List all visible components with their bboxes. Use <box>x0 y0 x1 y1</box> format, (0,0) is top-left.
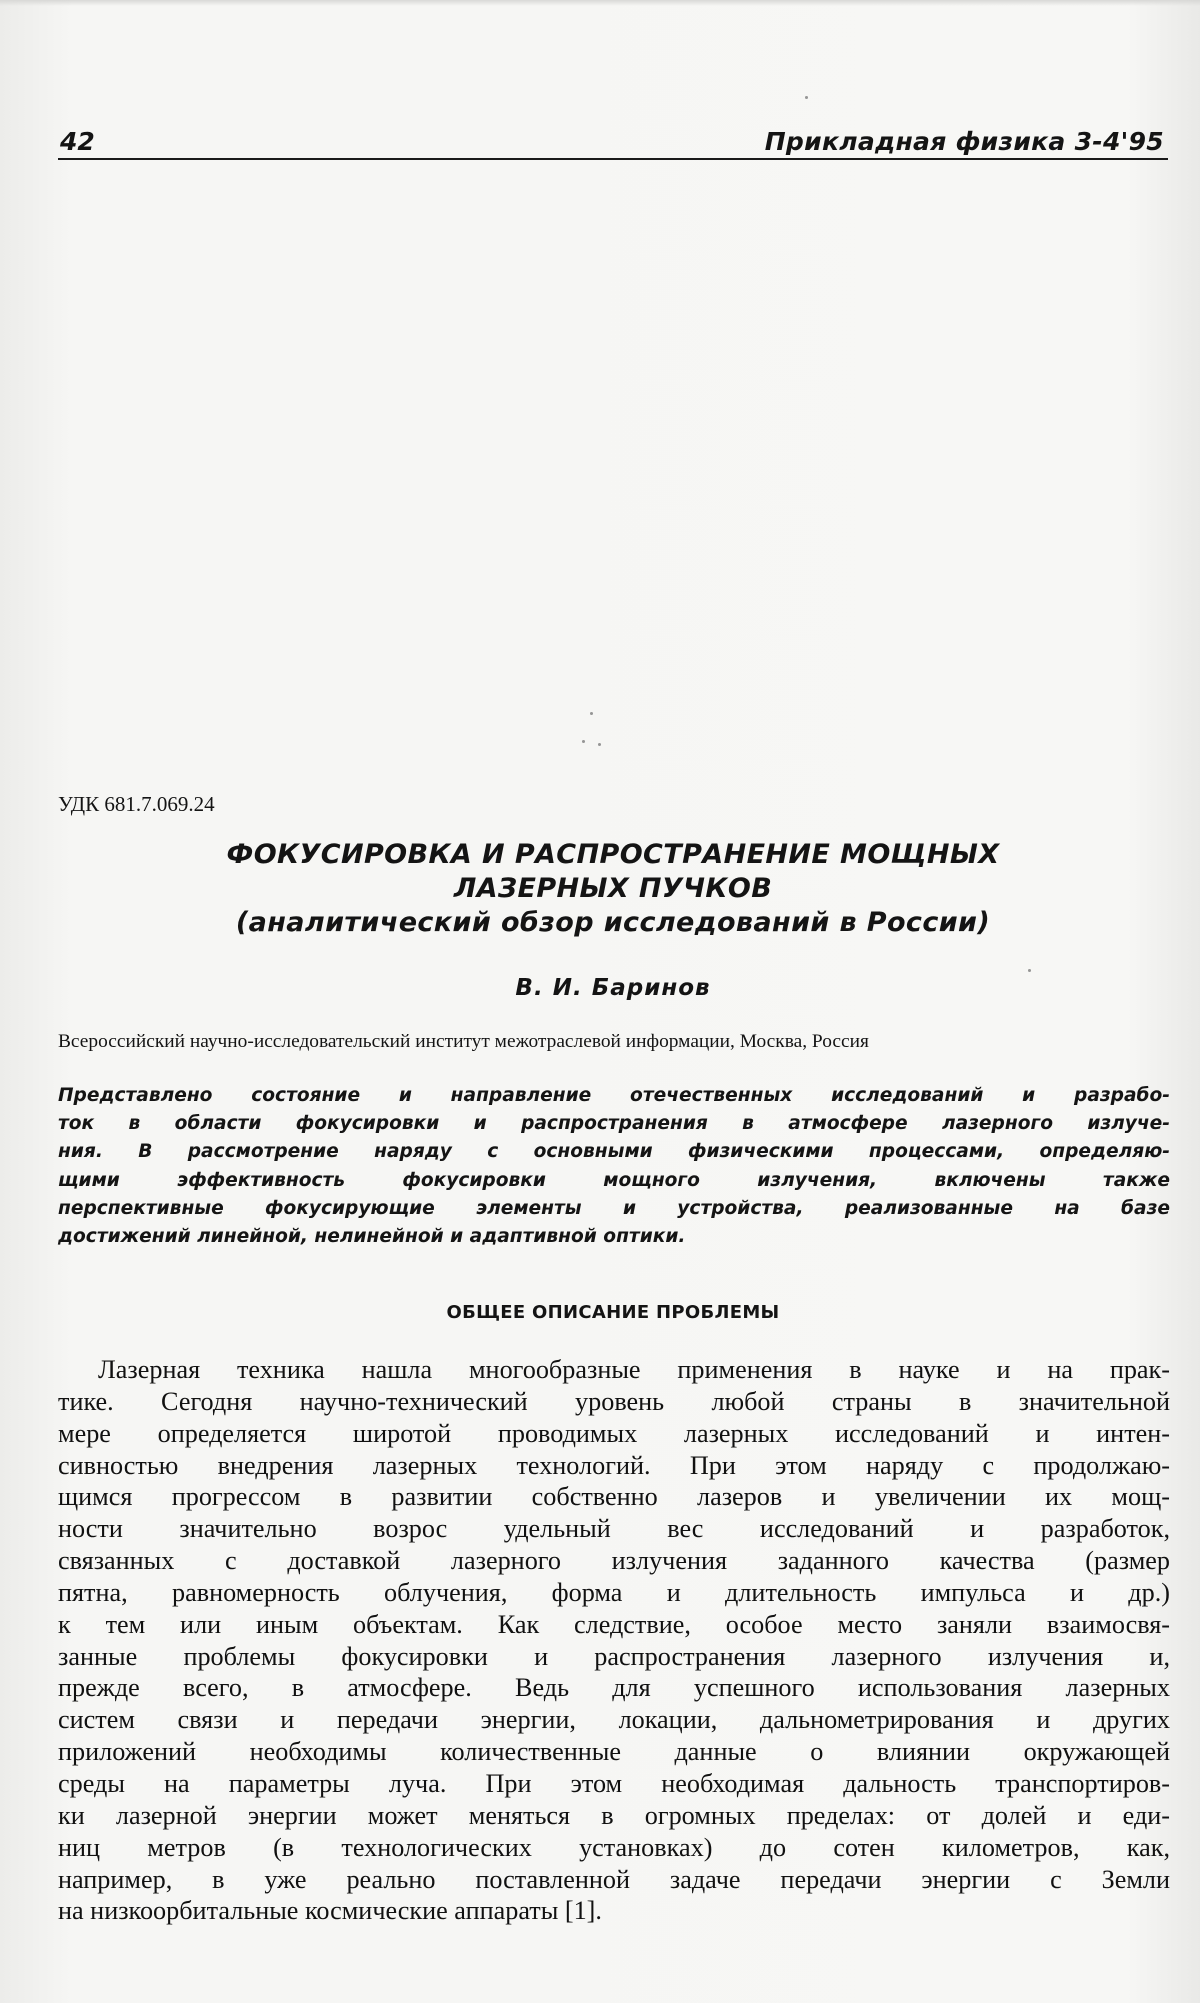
abstract-line: Представлено состояние и направление отечественных исследований и разрабо- <box>58 1085 1170 1106</box>
body-line: ности значительно возрос удельный вес исследований и разработок, <box>58 1514 1170 1544</box>
body-line: занные проблемы фокусировки и распространения лазерного излучения и, <box>58 1641 1170 1671</box>
title-line: ЛАЗЕРНЫХ ПУЧКОВ <box>453 873 773 904</box>
body-line: сивностью внедрения лазерных технологий. При этом наряду с продолжаю- <box>58 1450 1170 1480</box>
body-line: например, в уже реально поставленной задаче передачи энергии с Земли <box>58 1864 1170 1894</box>
body-line: мере определяется широтой проводимых лазерных исследований и интен- <box>58 1418 1170 1448</box>
body-line: ниц метров (в технологических установках) до сотен километров, как, <box>58 1832 1170 1862</box>
title-line: ФОКУСИРОВКА И РАСПРОСТРАНЕНИЕ МОЩНЫХ <box>226 839 1000 870</box>
article-title <box>58 838 1168 940</box>
journal-title: Прикладная физика 3-4'95 <box>764 127 1164 156</box>
section-heading: ОБЩЕЕ ОПИСАНИЕ ПРОБЛЕМЫ <box>446 1302 780 1323</box>
body-line: приложений необходимы количественные данные о влиянии окружающей <box>58 1737 1170 1767</box>
abstract-line: ния. В рассмотрение наряду с основными физическими процессами, определяю- <box>58 1141 1170 1163</box>
body-line: тике. Сегодня научно-технический уровень любой страны в значительной <box>58 1386 1170 1416</box>
abstract-line: ток в области фокусировки и распространения в атмосфере лазерного излуче- <box>58 1113 1170 1135</box>
scan-speck <box>582 740 585 743</box>
scan-speck <box>1028 969 1031 972</box>
body-line: среды на параметры луча. При этом необходимая дальность транспортиров- <box>58 1768 1170 1798</box>
body-line: связанных с доставкой лазерного излучения заданного качества (размер <box>58 1546 1170 1576</box>
udc-code: УДК 681.7.069.24 <box>58 792 215 816</box>
abstract <box>58 1082 1170 1251</box>
abstract-line: перспективные фокусирующие элементы и устройства, реализованные на базе <box>58 1197 1170 1219</box>
body-paragraph <box>58 1354 1170 1927</box>
running-header <box>58 118 1168 160</box>
body-line: систем связи и передачи энергии, локации, дальнометрирования и других <box>58 1705 1170 1735</box>
page-number: 42 <box>60 127 95 156</box>
title-subtitle: (аналитический обзор исследований в России) <box>235 907 991 938</box>
body-line: Лазерная техника нашла многообразные применения в науке и на прак- <box>98 1355 1170 1384</box>
scan-speck <box>805 96 808 99</box>
abstract-line: достижений линейной, нелинейной и адаптивной оптики. <box>58 1226 686 1248</box>
body-line: к тем или иным объектам. Как следствие, особое место заняли взаимосвя- <box>58 1609 1170 1639</box>
affiliation: Всероссийский научно-исследовательский институт межотраслевой информации, Москва, Россия <box>58 1031 869 1052</box>
scan-edge <box>0 0 1200 6</box>
scan-speck <box>590 712 593 715</box>
body-line: прежде всего, в атмосфере. Ведь для успешного использования лазерных <box>58 1673 1170 1703</box>
abstract-line: щими эффективность фокусировки мощного излучения, включены также <box>58 1169 1170 1191</box>
body-line: на низкоорбитальные космические аппараты [1]. <box>58 1896 602 1926</box>
author: В. И. Баринов <box>515 975 711 1001</box>
body-line: пятна, равномерность облучения, форма и длительность импульса и др.) <box>58 1577 1170 1607</box>
scan-speck <box>598 743 601 746</box>
body-line: щимся прогрессом в развитии собственно лазеров и увеличении их мощ- <box>58 1482 1170 1512</box>
body-line: ки лазерной энергии может меняться в огромных пределах: от долей и еди- <box>58 1800 1170 1830</box>
